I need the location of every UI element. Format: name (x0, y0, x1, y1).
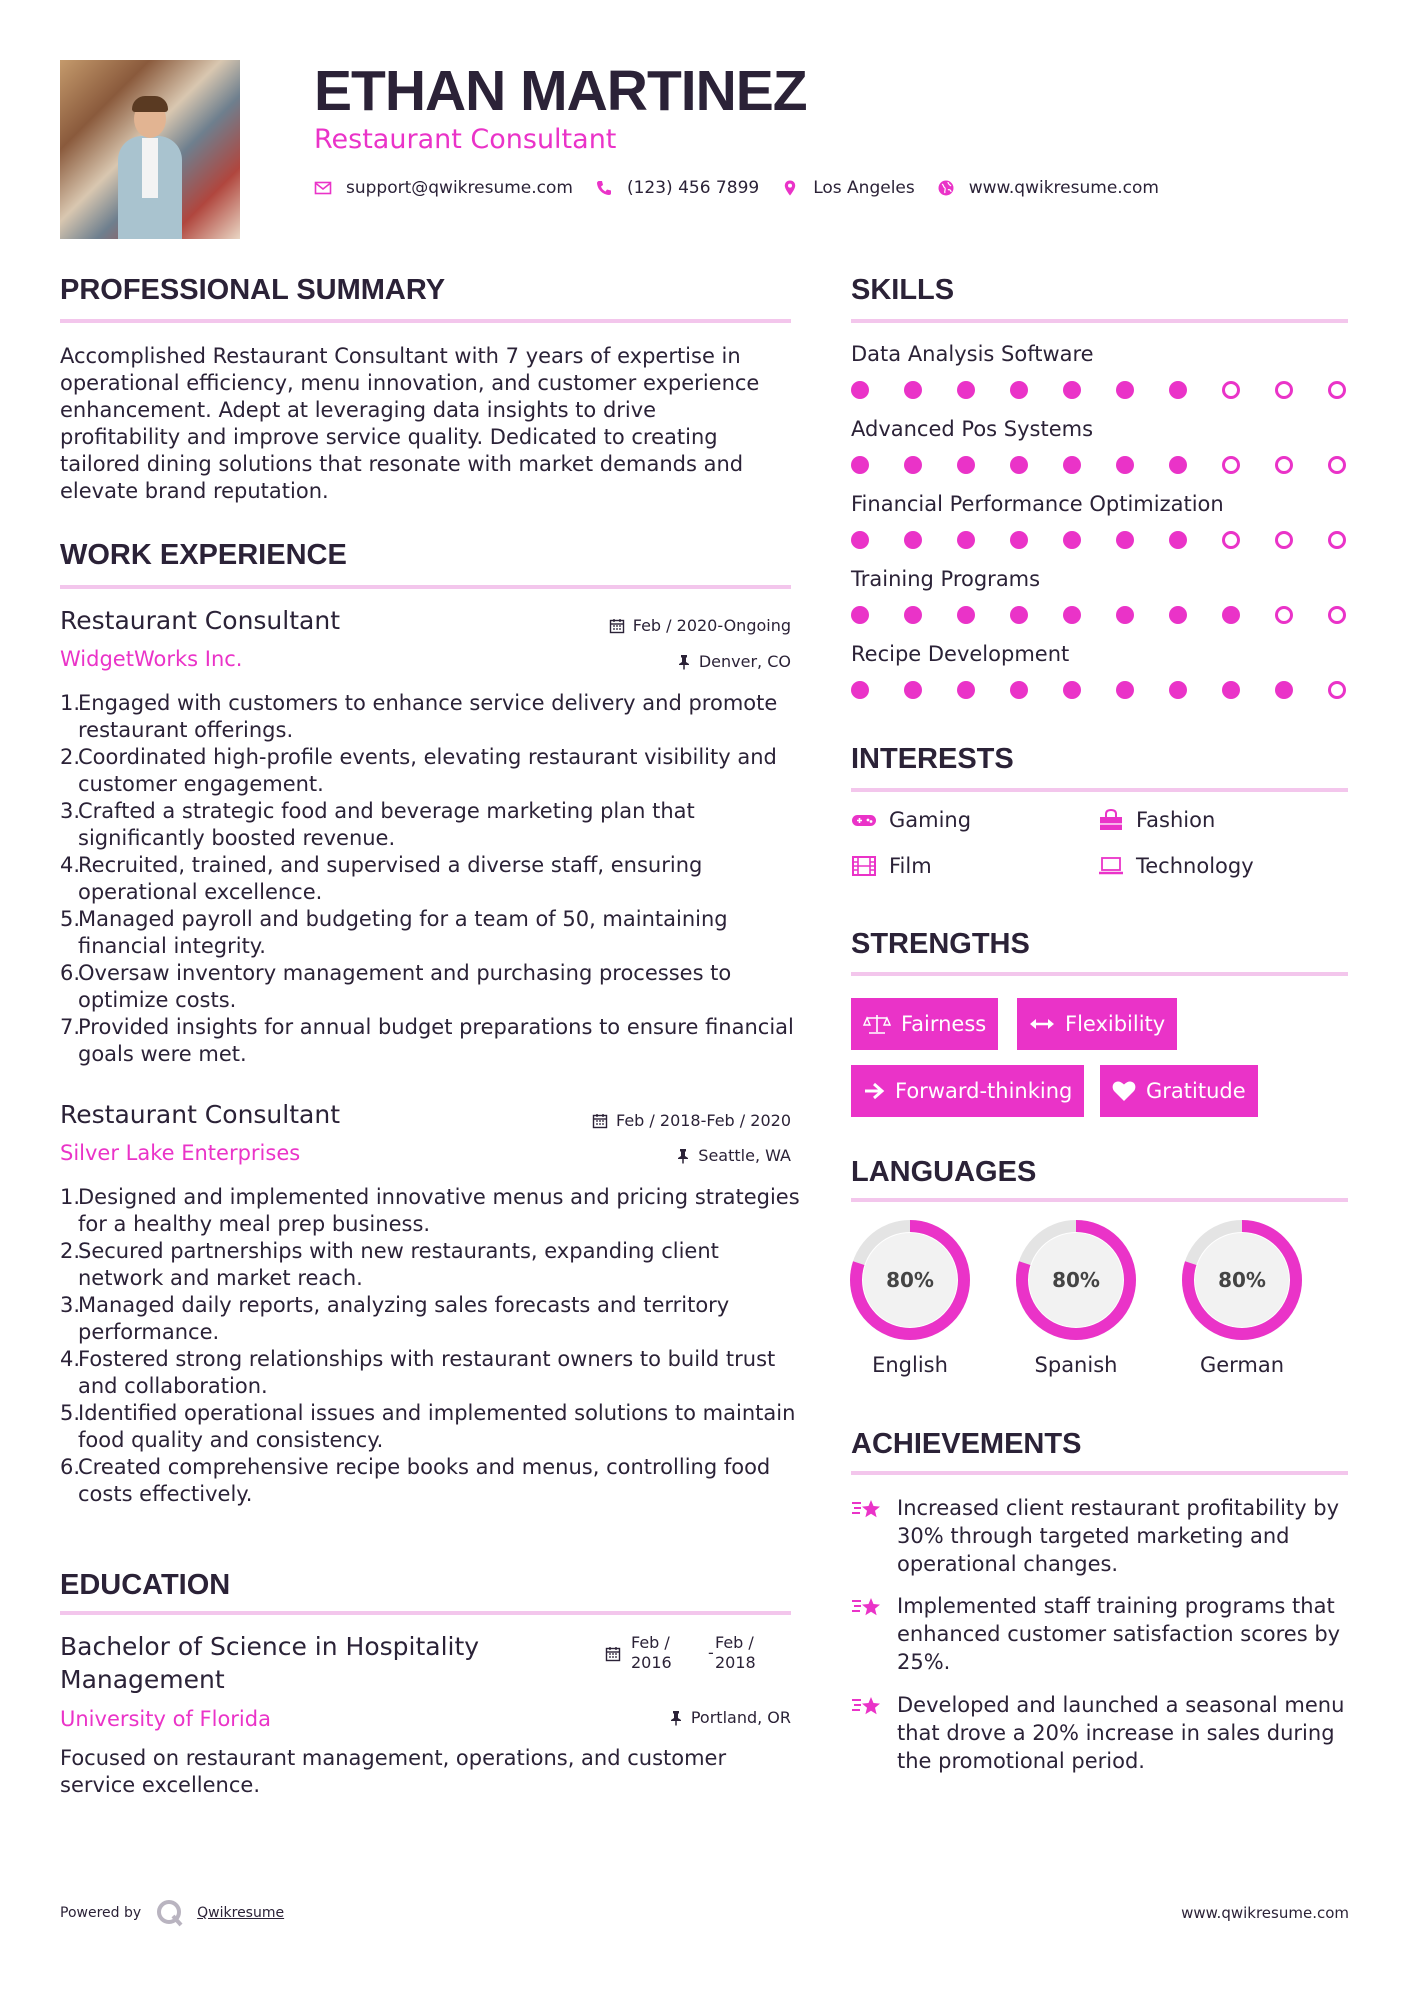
skill-rating (851, 381, 1351, 401)
skill-name: Financial Performance Optimization (851, 492, 1224, 516)
footer-website[interactable]: www.qwikresume.com (1181, 1904, 1349, 1922)
list-item: 1. Designed and implemented innovative menus and pricing strategies for a healthy meal prep business. (60, 1185, 800, 1236)
interests-divider (851, 788, 1348, 792)
job-location-text: Seattle, WA (698, 1146, 791, 1165)
balance-scale-icon (863, 1013, 891, 1035)
job-date (592, 1111, 791, 1130)
list-item: 6. Oversaw inventory management and purchasing processes to optimize costs. (60, 961, 732, 1012)
skill-dot-filled (1010, 681, 1028, 699)
language-percent: 80% (886, 1268, 934, 1292)
skill-dot-filled (904, 381, 922, 399)
languages-title: LANGUAGES (851, 1156, 1037, 1188)
skill-dot-filled (1063, 381, 1081, 399)
skill-dot-filled (1169, 681, 1187, 699)
contact-email[interactable] (314, 178, 573, 198)
profile-photo-person (118, 100, 182, 239)
profile-photo (60, 60, 240, 239)
interest-item: Gaming (851, 808, 971, 832)
strength-badge: Forward-thinking (851, 1065, 1084, 1117)
skill-dot-filled (904, 456, 922, 474)
contact-website[interactable] (937, 178, 1159, 198)
skill-dot-empty (1328, 456, 1346, 474)
list-item: 4. Fostered strong relationships with restaurant owners to build trust and collaboration. (60, 1347, 776, 1398)
list-item: 5. Identified operational issues and implemented solutions to maintain food quality and consistency. (60, 1401, 796, 1452)
pushpin-icon (669, 1710, 683, 1726)
candidate-name: ETHAN MARTINEZ (314, 59, 807, 123)
job-location-text: Denver, CO (698, 652, 791, 671)
skill-dot-filled (1222, 681, 1240, 699)
skill-dot-filled (1116, 456, 1134, 474)
education-date-end: Feb / 2018 (715, 1633, 756, 1672)
skill-dot-filled (957, 531, 975, 549)
skill-name: Recipe Development (851, 642, 1070, 666)
job-company: Silver Lake Enterprises (60, 1141, 301, 1165)
language-name: English (872, 1353, 948, 1377)
shopping-bag-icon (1098, 809, 1124, 831)
language-gauge (845, 1218, 975, 1342)
job-date (609, 616, 791, 635)
skill-dot-filled (1169, 606, 1187, 624)
skill-rating (851, 531, 1351, 551)
skill-dot-empty (1275, 531, 1293, 549)
language-percent: 80% (1218, 1268, 1266, 1292)
skill-dot-empty (1222, 531, 1240, 549)
contact-location (781, 178, 915, 198)
skill-dot-filled (1116, 606, 1134, 624)
calendar-icon (592, 1113, 608, 1129)
work-divider (60, 585, 791, 589)
language-progress-ring (1014, 1218, 1138, 1342)
globe-icon (937, 179, 955, 197)
skill-rating (851, 606, 1351, 626)
skill-rating (851, 681, 1351, 701)
skill-name: Training Programs (851, 567, 1041, 591)
skill-dot-empty (1222, 381, 1240, 399)
skill-rating (851, 456, 1351, 476)
skill-dot-empty (1275, 606, 1293, 624)
language-name: German (1199, 1353, 1285, 1377)
contact-phone[interactable] (595, 178, 759, 198)
education-location: Portland, OR (669, 1708, 791, 1727)
language-name: Spanish (1034, 1353, 1118, 1377)
degree-title: Bachelor of Science in Hospitality Management (60, 1632, 480, 1694)
heart-icon (1112, 1080, 1136, 1102)
education-divider (60, 1611, 791, 1615)
skill-dot-filled (1169, 531, 1187, 549)
skill-dot-filled (1116, 381, 1134, 399)
skill-dot-filled (1010, 606, 1028, 624)
strengths-title: STRENGTHS (851, 928, 1030, 960)
job-bullets (60, 1184, 800, 1508)
laptop-icon (1098, 855, 1124, 877)
arrow-right-icon (863, 1082, 885, 1100)
interest-item: Fashion (1098, 808, 1215, 832)
skill-dot-filled (957, 456, 975, 474)
list-item: 5. Managed payroll and budgeting for a team of 50, maintaining financial integrity. (60, 907, 728, 958)
contact-phone-text: (123) 456 7899 (626, 178, 760, 198)
interest-item: Technology (1098, 854, 1254, 878)
list-item: 1. Engaged with customers to enhance service delivery and promote restaurant offerings. (60, 691, 778, 742)
skill-dot-filled (1010, 381, 1028, 399)
education-title: EDUCATION (60, 1569, 231, 1601)
education-description: Focused on restaurant management, operations, and customer service excellence. (60, 1746, 727, 1797)
skill-name: Advanced Pos Systems (851, 417, 1094, 441)
skills-divider (851, 319, 1348, 323)
footer-powered-by: Powered by Qwikresume (60, 1898, 284, 1928)
language-progress-ring (1180, 1218, 1304, 1342)
strength-badge: Fairness (851, 998, 998, 1050)
skill-dot-filled (1275, 681, 1293, 699)
shooting-star-icon (851, 1497, 883, 1523)
contact-email-text: support@qwikresume.com (346, 178, 573, 198)
list-item: 3. Crafted a strategic food and beverage marketing plan that significantly boosted revenue. (60, 799, 695, 850)
skill-dot-filled (904, 681, 922, 699)
contact-bar (314, 178, 1181, 198)
skill-dot-filled (1010, 531, 1028, 549)
skill-dot-filled (957, 606, 975, 624)
school-name: University of Florida (60, 1707, 271, 1731)
skill-dot-filled (1010, 456, 1028, 474)
list-item: 6. Created comprehensive recipe books and menus, controlling food costs effectively. (60, 1455, 771, 1506)
map-pin-icon (781, 179, 799, 197)
skill-dot-filled (957, 681, 975, 699)
job-title: Restaurant Consultant (60, 1100, 340, 1129)
skill-dot-filled (904, 531, 922, 549)
skill-dot-filled (904, 606, 922, 624)
footer-brand-link[interactable]: Qwikresume (197, 1905, 285, 1921)
achievement-item: Implemented staff training programs that enhanced customer satisfaction scores by 25%. (851, 1592, 1351, 1676)
skill-dot-filled (1169, 381, 1187, 399)
skill-dot-filled (1063, 606, 1081, 624)
contact-location-text: Los Angeles (813, 178, 915, 198)
skills-title: SKILLS (851, 274, 955, 306)
calendar-icon (609, 618, 625, 634)
candidate-role: Restaurant Consultant (314, 124, 617, 155)
summary-text: Accomplished Restaurant Consultant with 7 years of expertise in operational efficiency, menu innovation, and customer experience enhancement. Adept at leveraging data insights to drive profitability and improve service quality. Dedicated to creating tailored dining solutions that resonate with market demands and elevate brand reputation. (60, 344, 760, 503)
pushpin-icon (676, 1148, 690, 1164)
gamepad-icon (851, 811, 877, 829)
summary-title: PROFESSIONAL SUMMARY (60, 274, 446, 306)
language-progress-ring (848, 1218, 972, 1342)
achievements-divider (851, 1471, 1348, 1475)
phone-icon (595, 179, 613, 197)
list-item: 4. Recruited, trained, and supervised a diverse staff, ensuring operational excellence. (60, 853, 703, 904)
skill-dot-filled (1063, 456, 1081, 474)
skill-dot-empty (1222, 456, 1240, 474)
skill-dot-empty (1328, 606, 1346, 624)
skill-dot-filled (1222, 606, 1240, 624)
skill-dot-filled (1063, 681, 1081, 699)
skill-dot-empty (1328, 381, 1346, 399)
shooting-star-icon (851, 1694, 883, 1720)
list-item: 3. Managed daily reports, analyzing sales forecasts and territory performance. (60, 1293, 730, 1344)
language-gauge (1177, 1218, 1307, 1342)
list-item: 7. Provided insights for annual budget preparations to ensure financial goals were met. (60, 1015, 794, 1066)
list-item: 2. Secured partnerships with new restaurants, expanding client network and market reach. (60, 1239, 719, 1290)
skill-dot-empty (1328, 531, 1346, 549)
interest-item: Film (851, 854, 932, 878)
job-date-text: Feb / 2018-Feb / 2020 (616, 1111, 791, 1130)
achievements-title: ACHIEVEMENTS (851, 1428, 1082, 1460)
skill-dot-filled (1116, 531, 1134, 549)
list-item: 2. Coordinated high-profile events, elevating restaurant visibility and customer engagement. (60, 745, 777, 796)
work-title: WORK EXPERIENCE (60, 539, 347, 571)
achievement-item: Developed and launched a seasonal menu that drove a 20% increase in sales during the promotional period. (851, 1691, 1351, 1775)
job-location (677, 652, 791, 671)
skill-dot-empty (1275, 456, 1293, 474)
education-date-start: Feb / 2016 (631, 1633, 672, 1672)
interests-title: INTERESTS (851, 743, 1014, 775)
job-title: Restaurant Consultant (60, 606, 340, 635)
education-date-separator: - (708, 1643, 714, 1662)
calendar-icon (605, 1646, 621, 1662)
job-location (676, 1146, 791, 1165)
skill-dot-filled (1116, 681, 1134, 699)
skill-dot-filled (851, 531, 869, 549)
language-percent: 80% (1052, 1268, 1100, 1292)
summary-divider (60, 319, 791, 323)
film-icon (851, 855, 877, 877)
strength-badge: Gratitude (1100, 1065, 1258, 1117)
arrows-horizontal-icon (1029, 1016, 1055, 1032)
contact-website-text: www.qwikresume.com (968, 178, 1159, 198)
envelope-icon (314, 179, 332, 197)
skill-dot-empty (1328, 681, 1346, 699)
job-company: WidgetWorks Inc. (60, 647, 243, 671)
qwikresume-logo-icon (155, 1898, 185, 1928)
skill-name: Data Analysis Software (851, 342, 1094, 366)
skill-dot-filled (851, 681, 869, 699)
skill-dot-filled (851, 456, 869, 474)
job-bullets (60, 690, 800, 1068)
languages-divider (851, 1198, 1348, 1202)
skill-dot-filled (1063, 531, 1081, 549)
shooting-star-icon (851, 1595, 883, 1621)
skill-dot-filled (851, 381, 869, 399)
skill-dot-empty (1275, 381, 1293, 399)
job-date-text: Feb / 2020-Ongoing (632, 616, 791, 635)
skill-dot-filled (1169, 456, 1187, 474)
strength-badge: Flexibility (1017, 998, 1177, 1050)
skill-dot-filled (851, 606, 869, 624)
strengths-divider (851, 972, 1348, 976)
language-gauge (1011, 1218, 1141, 1342)
skill-dot-filled (957, 381, 975, 399)
pushpin-icon (677, 654, 691, 670)
achievement-item: Increased client restaurant profitability by 30% through targeted marketing and operational changes. (851, 1494, 1351, 1578)
